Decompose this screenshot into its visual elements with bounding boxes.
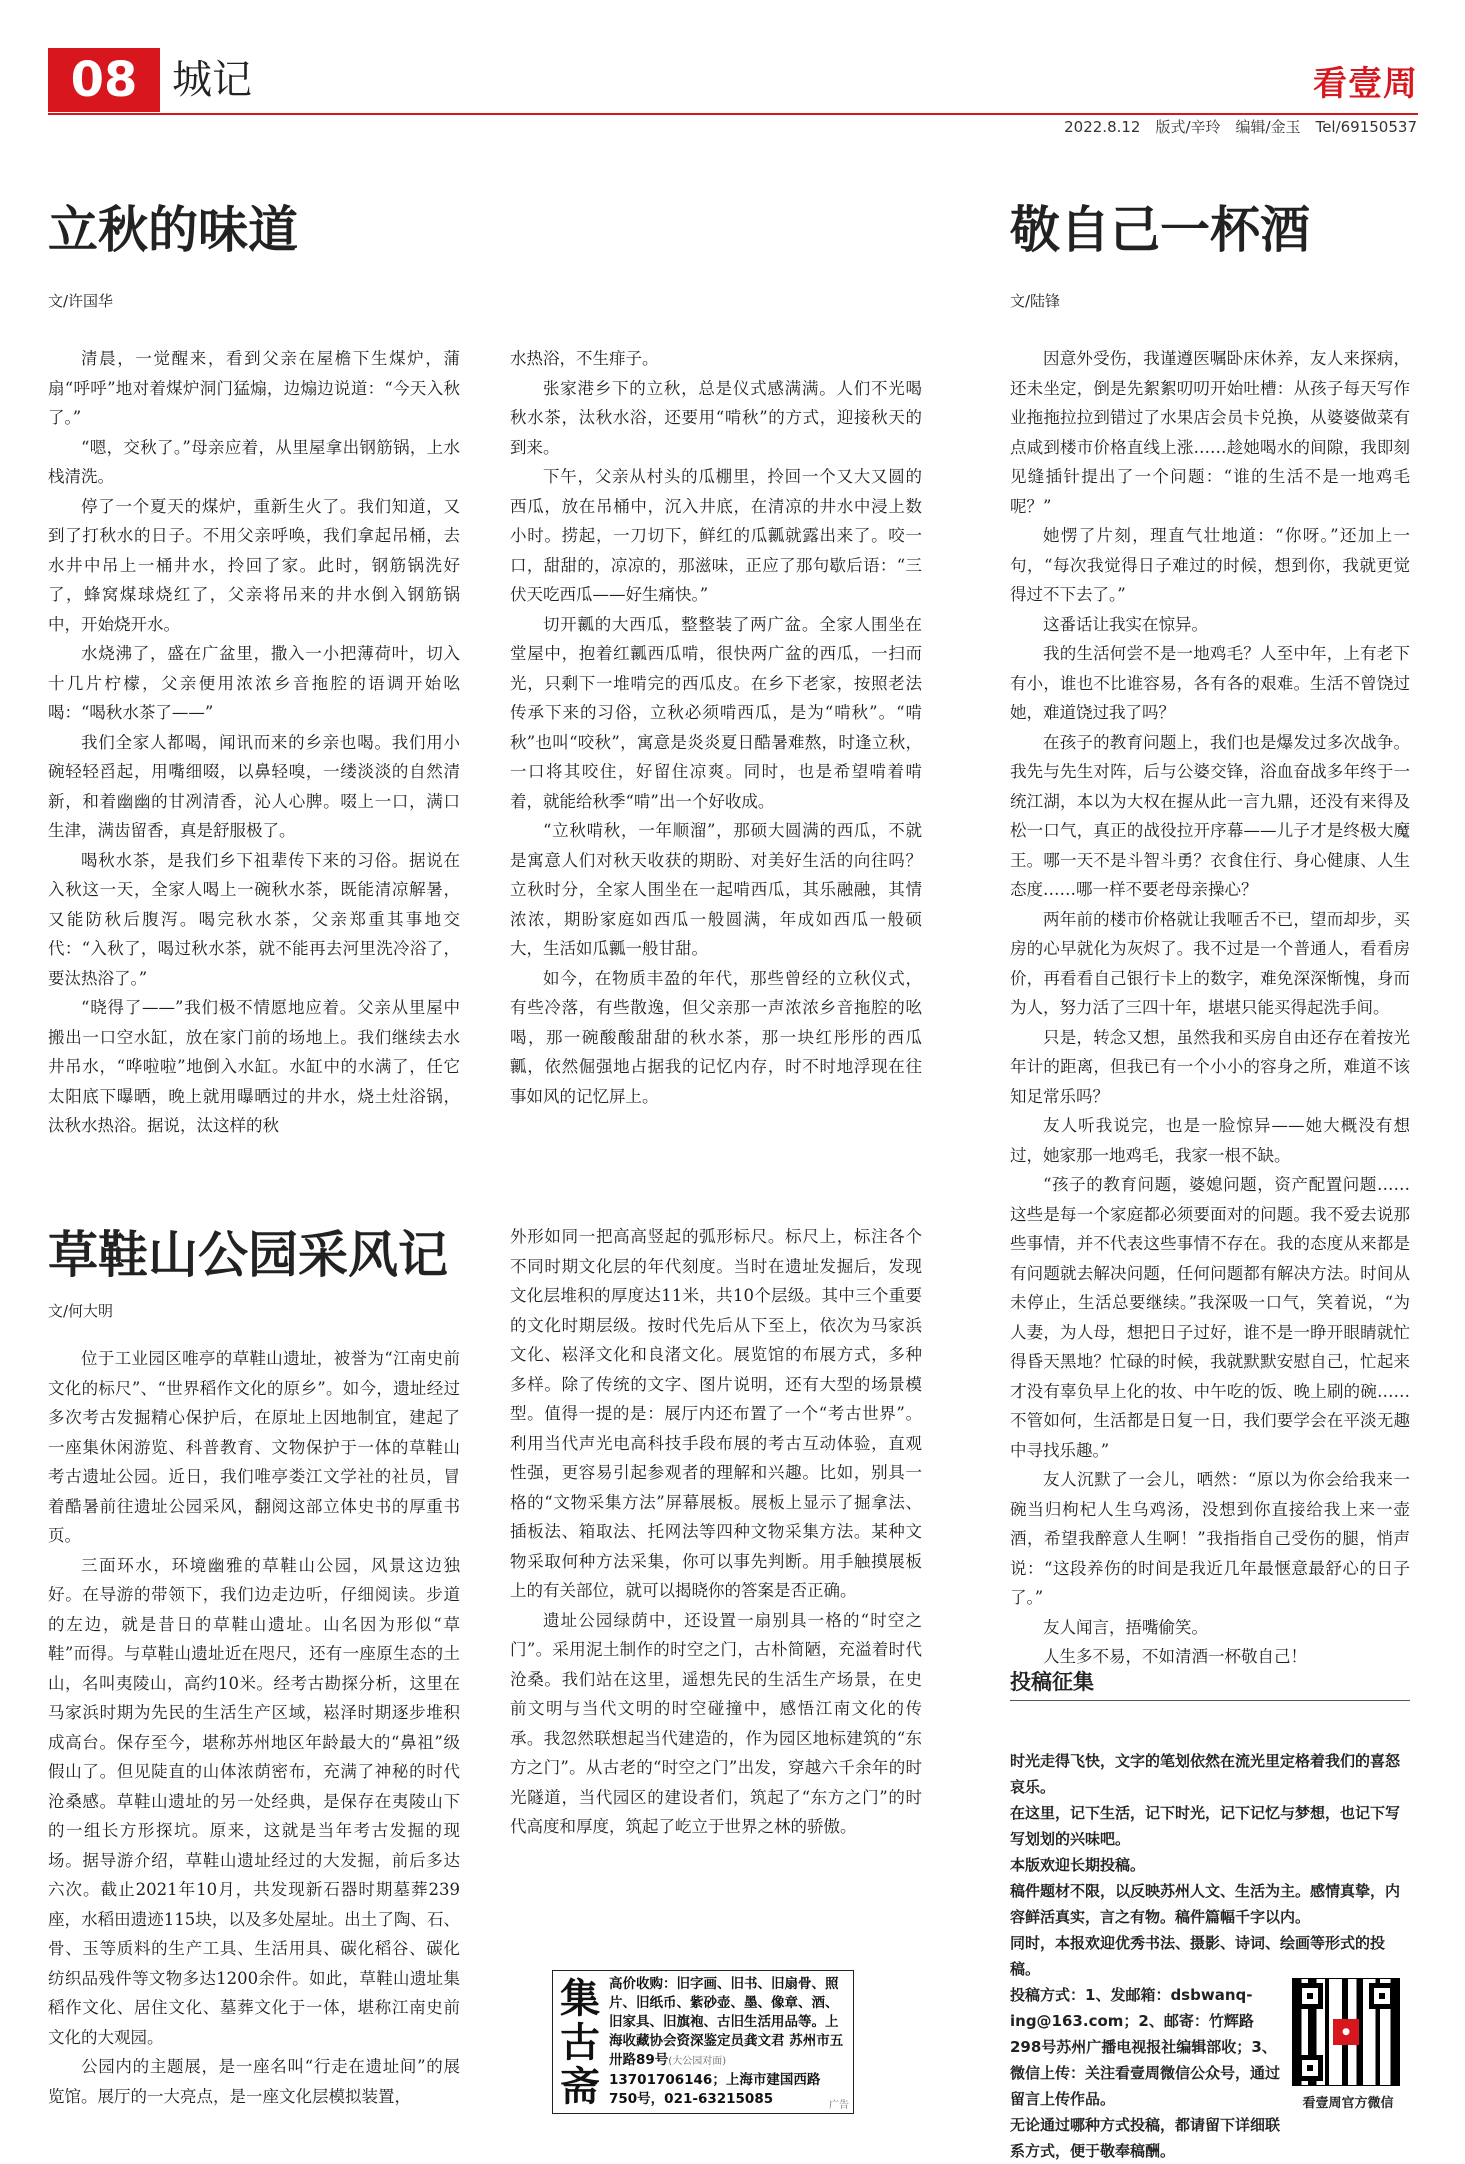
call-paragraph: 时光走得飞快，文字的笔划依然在流光里定格着我们的喜怒哀乐。 (1010, 1752, 1401, 1796)
article-title-liqiu: 立秋的味道 (48, 200, 298, 259)
paragraph: 清晨，一觉醒来，看到父亲在屋檐下生煤炉，蒲扇“呼呼”地对着煤炉洞门猛煽，边煽边说道：“今天入秋了。” (48, 349, 460, 427)
qr-code-icon: ● (1292, 1978, 1400, 2086)
paragraph: “立秋啃秋，一年顺溜”，那硕大圆满的西瓜，不就是寓意人们对秋天收获的期盼、对美好生活的向往吗？立秋时分，全家人围坐在一起啃西瓜，其乐融融，其情浓浓，期盼家庭如西瓜一般圆满，年成如西瓜一般硕大，生活如瓜瓤一般甘甜。 (510, 821, 922, 958)
ad-text-contact: 13701706146；上海市建国西路750号，021-63215085 (609, 2072, 821, 2107)
article-title-jingziji: 敬自己一杯酒 (1010, 200, 1310, 259)
paragraph: 水热浴，不生痱子。 (510, 349, 659, 368)
paragraph: 水烧沸了，盛在广盆里，撒入一小把薄荷叶，切入十几片柠檬，父亲便用浓浓乡音拖腔的语调开始吆喝：“喝秋水茶了——” (48, 644, 460, 722)
qr-caption: 看壹周官方微信 (1302, 2096, 1394, 2111)
paragraph: 因意外受伤，我谨遵医嘱卧床休养，友人来探病，还未坐定，倒是先絮絮叨叨开始吐槽：从孩子每天写作业拖拖拉拉到错过了水果店会员卡兑换，从婆婆做菜有点咸到楼市价格直线上涨……趁她喝水的间隙，我即刻见缝插针提出了一个问题：“谁的生活不是一地鸡毛呢？” (1010, 349, 1410, 516)
call-paragraph: 无论通过哪种方式投稿，都请留下详细联系方式，便于敬奉稿酬。 (1010, 2116, 1281, 2160)
paragraph: 位于工业园区唯亭的草鞋山遗址，被誉为“江南史前文化的标尺”、“世界稻作文化的原乡”。如今，遗址经过多次考古发掘精心保护后，在原址上因地制宜，建起了一座集休闲游览、科普教育、文物保护于一体的草鞋山考古遗址公园。近日，我们唯亭娄江文学社的社员，冒着酷暑前往遗址公园采风，翻阅这部立体史书的厚重书页。 (48, 1349, 460, 1545)
paragraph: 她愣了片刻，理直气壮地道：“你呀。”还加上一句，“每次我觉得日子难过的时候，想到你，我就更觉得过不下去了。” (1010, 526, 1410, 604)
paragraph: 喝秋水茶，是我们乡下祖辈传下来的习俗。据说在入秋这一天，全家人喝上一碗秋水茶，既能清凉解暑，又能防秋后腹泻。喝完秋水茶，父亲郑重其事地交代：“入秋了，喝过秋水茶，就不能再去河里洗冷浴了，要汰热浴了。” (48, 850, 460, 988)
call-paragraph: 稿件题材不限，以反映苏州人文、生活为主。感情真挚，内容鲜活真实，言之有物。稿件篇幅千字以内。 (1010, 1882, 1401, 1926)
call-paragraph: 在这里，记下生活，记下时光，记下记忆与梦想，也记下写写划划的兴味吧。 (1010, 1804, 1401, 1848)
byline-caoxie: 文/何大明 (48, 1302, 114, 1320)
ad-text (609, 1975, 847, 2109)
paragraph: 切开瓤的大西瓜，整整装了两广盆。全家人围坐在堂屋中，抱着红瓤西瓜啃，很快两广盆的西瓜，一扫而光，只剩下一堆啃完的西瓜皮。在乡下老家，按照老法传承下来的习俗，立秋必须啃西瓜，是为“啃秋”。“啃秋”也叫“咬秋”，寓意是炎炎夏日酷暑难熬，时逢立秋，一口将其咬住，好留住凉爽。同时，也是希望啃着啃着，就能给秋季“啃”出一个好收成。 (510, 614, 922, 811)
paragraph: 友人沉默了一会儿，哂然：“原以为你会给我来一碗当归枸杞人生乌鸡汤，没想到你直接给我上来一壶酒，希望我醉意人生啊！”我指指自己受伤的腿，悄声说：“这段养伤的时间是我近几年最惬意最舒心的日子了。” (1010, 1470, 1410, 1607)
article-title-caoxie: 草鞋山公园采风记 (48, 1225, 448, 1284)
article-column (510, 344, 922, 1156)
brand-logo: 看壹周 (1313, 64, 1418, 104)
paragraph: 人生多不易，不如清酒一杯敬自己！ (1043, 1647, 1307, 1666)
paragraph: 如今，在物质丰盈的年代，那些曾经的立秋仪式，有些冷落，有些散逸，但父亲那一声浓浓乡音拖腔的吆喝，那一碗酸酸甜甜的秋水茶，那一块红彤彤的西瓜瓤，依然倔强地占据我的记忆内存，时不时地浮现在往事如风的记忆屏上。 (510, 968, 922, 1106)
call-paragraph: 本版欢迎长期投稿。 (1010, 1856, 1146, 1874)
call-paragraph: 同时，本报欢迎优秀书法、摄影、诗词、绘画等形式的投稿。 (1010, 1934, 1386, 1978)
ad-text-small: (大公园对面) (668, 2056, 727, 2067)
ad-logo-char: 集 (560, 1975, 600, 2022)
header-rule (48, 113, 1418, 115)
ad-text-main: 高价收购：旧字画、旧书、旧扇骨、照片、旧纸币、紫砂壶、墨、像章、酒、旧家具、旧旗袍、古旧生活用品等。上海收藏协会资深鉴定员龚文君 苏州市五卅路89号 (609, 1976, 844, 2068)
page-header (48, 48, 1418, 112)
article-column (48, 344, 460, 1156)
paragraph: 遗址公园绿荫中，还设置一扇别具一格的“时空之门”。采用泥土制作的时空之门，古朴简陋，充溢着时代沧桑。我们站在这里，遥想先民的生活生产场景，在史前文明与当代文明的时空碰撞中，感悟江南文化的传承。我忽然联想起当代建造的，作为园区地标建筑的“东方之门”。从古老的“时空之门”出发，穿越六千余年的时光隧道，当代园区的建设者们，筑起了“东方之门”的时代高度和厚度，筑起了屹立于世界之林的骄傲。 (510, 1610, 922, 1836)
paragraph: “晓得了——”我们极不情愿地应着。父亲从里屋中搬出一口空水缸，放在家门前的场地上。我们继续去水井吊水，“哗啦啦”地倒入水缸。水缸中的水满了，任它太阳底下曝晒，晚上就用曝晒过的井水，烧土灶浴锅，汰秋水热浴。据说，汰这样的秋 (48, 998, 460, 1135)
byline-jingziji: 文/陆锋 (1010, 292, 1061, 310)
paragraph: 这番话让我实在惊异。 (1043, 614, 1208, 634)
call-divider (1010, 1700, 1410, 1701)
ad-tag: 广告 (829, 2100, 849, 2111)
paragraph: 三面环水，环境幽雅的草鞋山公园，风景这边独好。在导游的带领下，我们边走边听，仔细阅读。步道的左边，就是昔日的草鞋山遗址。山名因为形似“草鞋”而得。与草鞋山遗址近在咫尺，还有一座原生态的土山，名叫夷陵山，高约10米。经考古勘探分析，这里在马家浜时期为先民的生活生产区域，崧泽时期逐步堆积成高台。保存至今，堪称苏州地区年龄最大的“鼻祖”级假山了。但见陡直的山体浓荫密布，充满了神秘的时代沧桑感。草鞋山遗址的另一处经典，是保存在夷陵山下的一组长方形探坑。原来，这就是当年考古发掘的现场。据导游介绍，草鞋山遗址经过的大发掘，前后多达六次。截止2021年10月，共发现新石器时期墓葬239座，水稻田遗迹115块，以及多处屋址。出土了陶、石、骨、玉等质料的生产工具、生活用具、碳化稻谷、碳化纺织品残件等文物多达1200余件。如此，草鞋山遗址集稻作文化、居住文化、墓葬文化于一体，堪称江南史前文化的大观园。 (48, 1555, 460, 2047)
paragraph: 公园内的主题展，是一座名叫“行走在遗址间”的展览馆。展厅的一大亮点，是一座文化层模拟装置， (48, 2057, 460, 2106)
paragraph: 张家港乡下的立秋，总是仪式感满满。人们不光喝秋水茶，汰秋水浴，还要用“啃秋”的方式，迎接秋天的到来。 (510, 378, 922, 457)
paragraph: 友人听我说完，也是一脸惊异——她大概没有想过，她家那一地鸡毛，我家一根不缺。 (1010, 1116, 1410, 1165)
paragraph: 下午，父亲从村头的瓜棚里，拎回一个又大又圆的西瓜，放在吊桶中，沉入井底，在清凉的井水中浸上数小时。捞起，一刀切下，鲜红的瓜瓤就露出来了。咬一口，甜甜的，凉凉的，那滋味，正应了那句歇后语：“三伏天吃西瓜——好生痛快。” (510, 467, 922, 604)
article-column (48, 1344, 460, 2130)
ad-logo (557, 1977, 603, 2109)
ad-logo-char: 古 (560, 2019, 600, 2066)
paragraph: “孩子的教育问题，婆媳问题，资产配置问题……这些是每一个家庭都必须要面对的问题。我不爱去说那些事情，并不代表这些事情不存在。我的态度从来都是有问题就去解决问题，任何问题都有解决方法。时间从未停止，生活总要继续。”我深吸一口气，笑着说，“为人妻，为人母，想把日子过好，谁不是一睁开眼睛就忙得昏天黑地？忙碌的时候，我就默默安慰自己，忙起来才没有辜负早上化的妆、中午吃的饭、晚上刷的碗……不管如何，生活都是日复一日，我们要学会在平淡无趣中寻找乐趣。” (1010, 1175, 1410, 1460)
article-column (510, 1222, 922, 1922)
paragraph: 停了一个夏天的煤炉，重新生火了。我们知道，又到了打秋水的日子。不用父亲呼唤，我们拿起吊桶，去水井中吊上一桶井水，拎回了家。此时，钢筋锅洗好了，蜂窝煤球烧红了，父亲将吊来的井水倒入钢筋锅中，开始烧开水。 (48, 496, 460, 634)
article-column (1010, 344, 1410, 1666)
paragraph: 友人闻言，捂嘴偷笑。 (1043, 1617, 1208, 1637)
paragraph: 在孩子的教育问题上，我们也是爆发过多次战争。我先与先生对阵，后与公婆交锋，浴血奋战多年终于一统江湖，本以为大权在握从此一言九鼎，还没有来得及松一口气，真正的战役拉开序幕——儿子才是终极大魔王。哪一天不是斗智斗勇？衣食住行、身心健康、人生态度……哪一样不要老母亲操心？ (1010, 732, 1410, 899)
issue-meta: 2022.8.12 版式/辛玲 编辑/金玉 Tel/69150537 (1064, 118, 1417, 136)
call-paragraph: 投稿方式：1、发邮箱：dsbwanq-ing@163.com；2、邮寄：竹辉路298号苏州广播电视报社编辑部收；3、微信上传：关注看壹周微信公众号，通过留言上传作品。 (1010, 1986, 1281, 2108)
paragraph: 我的生活何尝不是一地鸡毛？人至中年，上有老下有小，谁也不比谁容易，各有各的艰难。生活不曾饶过她，难道饶过我了吗？ (1010, 644, 1410, 722)
paragraph: 我们全家人都喝，闻讯而来的乡亲也喝。我们用小碗轻轻舀起，用嘴细啜，以鼻轻嗅，一缕淡淡的自然清新，和着幽幽的甘冽清香，沁人心脾。啜上一口，满口生津，满齿留香，真是舒服极了。 (48, 732, 460, 840)
advertisement (552, 1970, 854, 2114)
section-name: 城记 (172, 57, 252, 103)
paragraph: “嗯，交秋了。”母亲应着，从里屋拿出钢筋锅，上水栈清洗。 (48, 437, 460, 486)
ad-logo-char: 斋 (560, 2063, 600, 2110)
call-title: 投稿征集 (1010, 1670, 1094, 1694)
paragraph: 两年前的楼市价格就让我咂舌不已，望而却步，买房的心早就化为灰烬了。我不过是一个普通人，看看房价，再看看自己银行卡上的数字，难免深深惭愧，身而为人，努力活了三四十年，堪堪只能买得起洗手间。 (1010, 909, 1410, 1017)
page-number: 08 (48, 48, 160, 112)
paragraph: 只是，转念又想，虽然我和买房自由还存在着按光年计的距离，但我已有一个小小的容身之所，难道不该知足常乐吗？ (1010, 1027, 1410, 1106)
byline-liqiu: 文/许国华 (48, 292, 114, 310)
paragraph: 外形如同一把高高竖起的弧形标尺。标尺上，标注各个不同时期文化层的年代刻度。当时在遗址发掘后，发现文化层堆积的厚度达11米，共10个层级。其中三个重要的文化时期层级。按时代先后从下至上，依次为马家浜文化、崧泽文化和良渚文化。展览馆的布展方式，多种多样。除了传统的文字、图片说明，还有大型的场景模型。值得一提的是：展厅内还布置了一个“考古世界”。利用当代声光电高科技手段布展的考古互动体验，直观性强，更容易引起参观者的理解和兴趣。比如，别具一格的“文物采集方法”屏幕展板。展板上显示了掘拿法、插板法、箱取法、托网法等四种文物采集方法。某种文物采取何种方法采集，你可以事先判断。用手触摸展板上的有关部位，就可以揭晓你的答案是否正确。 (510, 1227, 922, 1600)
